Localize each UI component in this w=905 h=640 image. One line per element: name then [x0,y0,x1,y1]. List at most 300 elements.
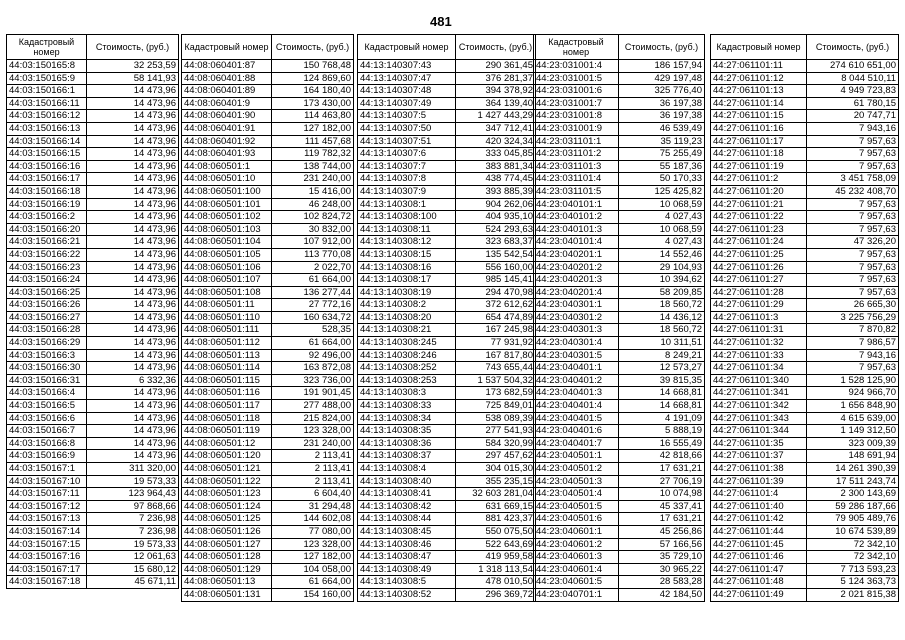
cost-value: 14 668,81 [619,387,705,400]
table-row [358,412,536,425]
cost-value: 14 473,96 [87,412,179,425]
cost-value: 7 957,63 [807,148,899,161]
table-row [358,173,536,186]
table-row [7,513,179,526]
cadastral-number: 44:13:140308:5 [358,576,456,589]
table-row [7,135,179,148]
cadastral-number: 44:08:060501:102 [182,211,272,224]
cadastral-number: 44:27:061101:23 [711,223,807,236]
cost-value: 113 770,08 [272,248,354,261]
table-row [7,576,179,589]
cadastral-number: 44:13:140307:5 [358,110,456,123]
cost-value: 32 603 281,04 [456,488,536,501]
cadastral-number: 44:23:031001:8 [534,110,619,123]
cost-value: 14 473,96 [87,324,179,337]
cost-value: 14 473,96 [87,148,179,161]
cost-value: 107 912,00 [272,236,354,249]
cost-value: 1 537 504,32 [456,374,536,387]
table-row [358,223,536,236]
cadastral-number: 44:27:061101:24 [711,236,807,249]
cadastral-number: 44:08:060501:106 [182,261,272,274]
cadastral-number: 44:03:150167:17 [7,563,87,576]
table-row [534,551,705,564]
cost-value: 277 488,00 [272,400,354,413]
cadastral-number: 44:03:150166:15 [7,148,87,161]
cadastral-number: 44:23:040501:6 [534,513,619,526]
cost-value: 14 668,81 [619,400,705,413]
cost-value: 39 815,35 [619,374,705,387]
cost-value: 7 236,98 [87,513,179,526]
cost-value: 10 068,59 [619,223,705,236]
cadastral-number: 44:27:061101:35 [711,437,807,450]
cadastral-number: 44:03:150166:13 [7,122,87,135]
cadastral-number: 44:13:140308:20 [358,311,456,324]
table-row [358,60,536,73]
cadastral-number: 44:13:140308:246 [358,349,456,362]
table-row [711,437,899,450]
table-row [358,248,536,261]
table-row [182,500,354,513]
cost-value: 18 560,72 [619,299,705,312]
cadastral-number: 44:13:140308:45 [358,525,456,538]
cost-value: 167 245,98 [456,324,536,337]
cadastral-number: 44:08:060501:112 [182,337,272,350]
table-row [534,72,705,85]
table-row [182,110,354,123]
table-row [534,337,705,350]
table-row [711,324,899,337]
cadastral-number: 44:13:140308:33 [358,400,456,413]
cost-value: 14 473,96 [87,173,179,186]
cost-value: 2 021 815,38 [807,588,899,601]
cost-value: 125 425,82 [619,185,705,198]
table-row [182,525,354,538]
cadastral-number: 44:27:061101:22 [711,211,807,224]
cadastral-number: 44:03:150166:14 [7,135,87,148]
table-row [711,475,899,488]
table-row [182,248,354,261]
table-row [534,362,705,375]
table-row [358,337,536,350]
cost-value: 1 149 312,50 [807,425,899,438]
cadastral-number: 44:08:060401:92 [182,135,272,148]
cost-value: 123 328,00 [272,538,354,551]
cadastral-number: 44:03:150166:26 [7,299,87,312]
cost-value: 7 943,16 [807,349,899,362]
cadastral-number: 44:23:040501:4 [534,488,619,501]
cost-value: 42 818,66 [619,450,705,463]
cadastral-number: 44:03:150166:31 [7,374,87,387]
table-row [7,463,179,476]
table-header-row [358,35,536,60]
cost-value: 14 473,96 [87,337,179,350]
cost-value: 231 240,00 [272,437,354,450]
table-row [711,400,899,413]
cost-value: 14 473,96 [87,223,179,236]
cost-value: 173 682,59 [456,387,536,400]
cost-value: 14 473,96 [87,400,179,413]
cost-value: 881 423,37 [456,513,536,526]
cost-value: 4 615 639,00 [807,412,899,425]
cost-value: 58 141,93 [87,72,179,85]
cadastral-number: 44:27:061101:29 [711,299,807,312]
cadastral-number: 44:23:031101:4 [534,173,619,186]
table-row [7,475,179,488]
table-row [534,463,705,476]
cadastral-number: 44:23:031101:2 [534,148,619,161]
cost-value: 36 197,38 [619,97,705,110]
cadastral-number: 44:03:150167:10 [7,475,87,488]
cost-value: 77 080,00 [272,525,354,538]
table-row [358,198,536,211]
table-row [711,198,899,211]
table-row [182,311,354,324]
cadastral-number: 44:08:060501:126 [182,525,272,538]
cost-value: 15 680,12 [87,563,179,576]
table-row [358,463,536,476]
cost-value: 119 782,32 [272,148,354,161]
table-row [534,525,705,538]
cost-value: 15 416,00 [272,185,354,198]
cadastral-number: 44:08:060501:114 [182,362,272,375]
cadastral-number: 44:13:140308:252 [358,362,456,375]
table-row [7,551,179,564]
cost-value: 61 780,15 [807,97,899,110]
cost-value: 72 342,10 [807,551,899,564]
cost-value: 127 182,00 [272,122,354,135]
cost-value: 46 539,49 [619,122,705,135]
cadastral-number: 44:27:061101:12 [711,72,807,85]
cadastral-number: 44:13:140308:4 [358,463,456,476]
cost-value: 31 294,48 [272,500,354,513]
cost-value: 58 209,85 [619,286,705,299]
cost-value: 14 473,96 [87,211,179,224]
table-row [358,500,536,513]
cadastral-number: 44:27:061101:31 [711,324,807,337]
cadastral-number: 44:08:060501:128 [182,551,272,564]
header-cadastral: Кадастровый номер [182,35,272,60]
cost-value: 438 774,45 [456,173,536,186]
table-row [358,475,536,488]
table-row [534,400,705,413]
cadastral-number: 44:03:150166:4 [7,387,87,400]
table-row [182,72,354,85]
cost-value: 14 473,96 [87,236,179,249]
cost-value: 173 430,00 [272,97,354,110]
cost-value: 163 872,08 [272,362,354,375]
cadastral-number: 44:27:061101:48 [711,576,807,589]
cost-value: 29 104,93 [619,261,705,274]
cost-value: 144 602,08 [272,513,354,526]
cadastral-number: 44:23:040401:4 [534,400,619,413]
table-header-row [7,35,179,60]
cost-value: 27 772,16 [272,299,354,312]
table-row [711,525,899,538]
cost-value: 14 473,96 [87,349,179,362]
table-row [711,85,899,98]
cadastral-number: 44:23:040401:6 [534,425,619,438]
cost-value: 394 378,92 [456,85,536,98]
cadastral-number: 44:23:040701:1 [534,588,619,601]
cost-value: 985 145,41 [456,274,536,287]
table-row [711,337,899,350]
table-row [7,148,179,161]
cadastral-number: 44:13:140307:48 [358,85,456,98]
cadastral-number: 44:27:061101:38 [711,463,807,476]
table-row [7,337,179,350]
table-row [534,450,705,463]
table-row [711,148,899,161]
table-row [711,387,899,400]
cost-value: 97 868,66 [87,500,179,513]
table-row [358,324,536,337]
table-row [182,185,354,198]
table-row [711,488,899,501]
table-row [358,425,536,438]
cost-value: 2 113,41 [272,475,354,488]
table-row [358,349,536,362]
cost-value: 364 139,40 [456,97,536,110]
cost-value: 311 320,00 [87,463,179,476]
table-row [7,110,179,123]
cost-value: 61 664,00 [272,576,354,589]
cost-value: 19 573,33 [87,475,179,488]
cadastral-number: 44:03:150165:9 [7,72,87,85]
cost-value: 478 010,50 [456,576,536,589]
table-row [358,122,536,135]
cadastral-number: 44:03:150166:6 [7,412,87,425]
table-row [711,551,899,564]
table-row [534,148,705,161]
table-row [711,374,899,387]
page-number: 481 [430,14,452,29]
cadastral-number: 44:03:150166:7 [7,425,87,438]
table-row [711,513,899,526]
cadastral-number: 44:27:061101:42 [711,513,807,526]
table-row [358,286,536,299]
cost-value: 17 631,21 [619,513,705,526]
table-row [711,274,899,287]
cadastral-number: 44:08:060501:124 [182,500,272,513]
cost-value: 104 058,00 [272,563,354,576]
table-row [182,588,354,601]
cadastral-number: 44:13:140308:15 [358,248,456,261]
header-cadastral: Кадастровый номер [711,35,807,60]
table-row [182,160,354,173]
cost-value: 7 957,63 [807,160,899,173]
cost-value: 57 166,56 [619,538,705,551]
cost-value: 304 015,30 [456,463,536,476]
cadastral-number: 44:27:061101:49 [711,588,807,601]
cadastral-number: 44:03:150167:13 [7,513,87,526]
cost-value: 5 888,19 [619,425,705,438]
cadastral-number: 44:27:061101:342 [711,400,807,413]
table-row [182,488,354,501]
cost-value: 14 473,96 [87,274,179,287]
cost-value: 14 473,96 [87,97,179,110]
table-row [7,437,179,450]
cadastral-number: 44:08:060501:111 [182,324,272,337]
cadastral-number: 44:23:040301:3 [534,324,619,337]
cadastral-number: 44:03:150167:15 [7,538,87,551]
cadastral-table-2 [181,34,354,602]
header-cost: Стоимость, (руб.) [87,35,179,60]
cadastral-number: 44:23:040501:2 [534,463,619,476]
cost-value: 325 776,40 [619,85,705,98]
cadastral-number: 44:13:140308:46 [358,538,456,551]
cadastral-number: 44:03:150166:19 [7,198,87,211]
table-row [711,450,899,463]
table-row [534,299,705,312]
cost-value: 7 957,63 [807,248,899,261]
cadastral-number: 44:08:060501:12 [182,437,272,450]
cadastral-table-1 [6,34,179,589]
cost-value: 102 824,72 [272,211,354,224]
table-row [7,185,179,198]
cost-value: 135 542,54 [456,248,536,261]
table-row [534,97,705,110]
table-row [534,198,705,211]
cost-value: 14 473,96 [87,110,179,123]
table-header-row [711,35,899,60]
table-row [358,374,536,387]
cadastral-number: 44:23:040301:2 [534,311,619,324]
table-row [7,72,179,85]
table-row [711,362,899,375]
cost-value: 124 869,60 [272,72,354,85]
cost-value: 46 248,00 [272,198,354,211]
table-row [358,97,536,110]
table-row [711,311,899,324]
cost-value: 5 124 363,73 [807,576,899,589]
cost-value: 72 342,10 [807,538,899,551]
table-row [534,387,705,400]
table-row [182,437,354,450]
cadastral-number: 44:23:040301:1 [534,299,619,312]
table-row [534,324,705,337]
cost-value: 19 573,33 [87,538,179,551]
cadastral-number: 44:08:060501:127 [182,538,272,551]
cadastral-number: 44:23:040601:3 [534,551,619,564]
header-cadastral: Кадастровый номер [358,35,456,60]
table-row [711,563,899,576]
cost-value: 14 473,96 [87,122,179,135]
cadastral-number: 44:13:140308:253 [358,374,456,387]
cadastral-number: 44:13:140308:1 [358,198,456,211]
table-row [711,538,899,551]
table-row [711,110,899,123]
table-row [358,551,536,564]
table-row [711,412,899,425]
cadastral-number: 44:23:040201:2 [534,261,619,274]
cadastral-number: 44:08:060401:93 [182,148,272,161]
table-row [7,160,179,173]
cost-value: 61 664,00 [272,337,354,350]
cadastral-number: 44:03:150166:1 [7,85,87,98]
cost-value: 1 528 125,90 [807,374,899,387]
cost-value: 55 187,36 [619,160,705,173]
cadastral-number: 44:13:140308:40 [358,475,456,488]
cost-value: 14 473,96 [87,248,179,261]
cadastral-number: 44:08:060401:87 [182,60,272,73]
table-row [182,223,354,236]
cadastral-number: 44:13:140308:12 [358,236,456,249]
table-row [7,412,179,425]
cost-value: 4 027,43 [619,236,705,249]
cost-value: 550 075,50 [456,525,536,538]
cadastral-number: 44:27:061101:40 [711,500,807,513]
cost-value: 231 240,00 [272,173,354,186]
cadastral-number: 44:03:150167:14 [7,525,87,538]
table-row [711,463,899,476]
cadastral-number: 44:13:140308:42 [358,500,456,513]
table-row [711,286,899,299]
cost-value: 10 394,62 [619,274,705,287]
cadastral-number: 44:27:061101:44 [711,525,807,538]
table-row [182,148,354,161]
cost-value: 30 832,00 [272,223,354,236]
table-row [7,274,179,287]
table-row [711,72,899,85]
cadastral-number: 44:13:140308:41 [358,488,456,501]
table-row [7,223,179,236]
table-row [7,211,179,224]
cost-value: 631 669,15 [456,500,536,513]
cadastral-number: 44:13:140308:21 [358,324,456,337]
table-row [358,513,536,526]
cadastral-table-4 [533,34,705,602]
table-row [182,400,354,413]
cadastral-number: 44:03:150166:2 [7,211,87,224]
table-row [711,185,899,198]
cadastral-number: 44:08:060501:116 [182,387,272,400]
table-row [182,286,354,299]
cadastral-number: 44:03:150166:5 [7,400,87,413]
cost-value: 654 474,89 [456,311,536,324]
cost-value: 45 232 408,70 [807,185,899,198]
table-row [182,135,354,148]
cost-value: 14 473,96 [87,261,179,274]
cost-value: 4 949 723,83 [807,85,899,98]
cost-value: 2 113,41 [272,463,354,476]
cost-value: 3 451 758,09 [807,173,899,186]
cadastral-number: 44:08:060501:108 [182,286,272,299]
header-cost: Стоимость, (руб.) [807,35,899,60]
table-row [711,299,899,312]
cost-value: 14 473,96 [87,185,179,198]
table-row [182,374,354,387]
table-row [182,236,354,249]
table-row [534,60,705,73]
cadastral-number: 44:13:140308:52 [358,588,456,601]
table-row [534,311,705,324]
cadastral-number: 44:03:150166:29 [7,337,87,350]
cadastral-number: 44:23:040601:4 [534,563,619,576]
cost-value: 7 986,57 [807,337,899,350]
cadastral-number: 44:03:150166:12 [7,110,87,123]
cost-value: 167 817,80 [456,349,536,362]
cadastral-number: 44:27:061101:16 [711,122,807,135]
cadastral-number: 44:13:140307:6 [358,148,456,161]
cadastral-number: 44:23:040401:7 [534,437,619,450]
cadastral-number: 44:27:061101:46 [711,551,807,564]
table-row [358,135,536,148]
cadastral-number: 44:23:040401:1 [534,362,619,375]
table-row [358,400,536,413]
cadastral-number: 44:03:150166:3 [7,349,87,362]
cost-value: 924 966,70 [807,387,899,400]
cost-value: 725 849,01 [456,400,536,413]
